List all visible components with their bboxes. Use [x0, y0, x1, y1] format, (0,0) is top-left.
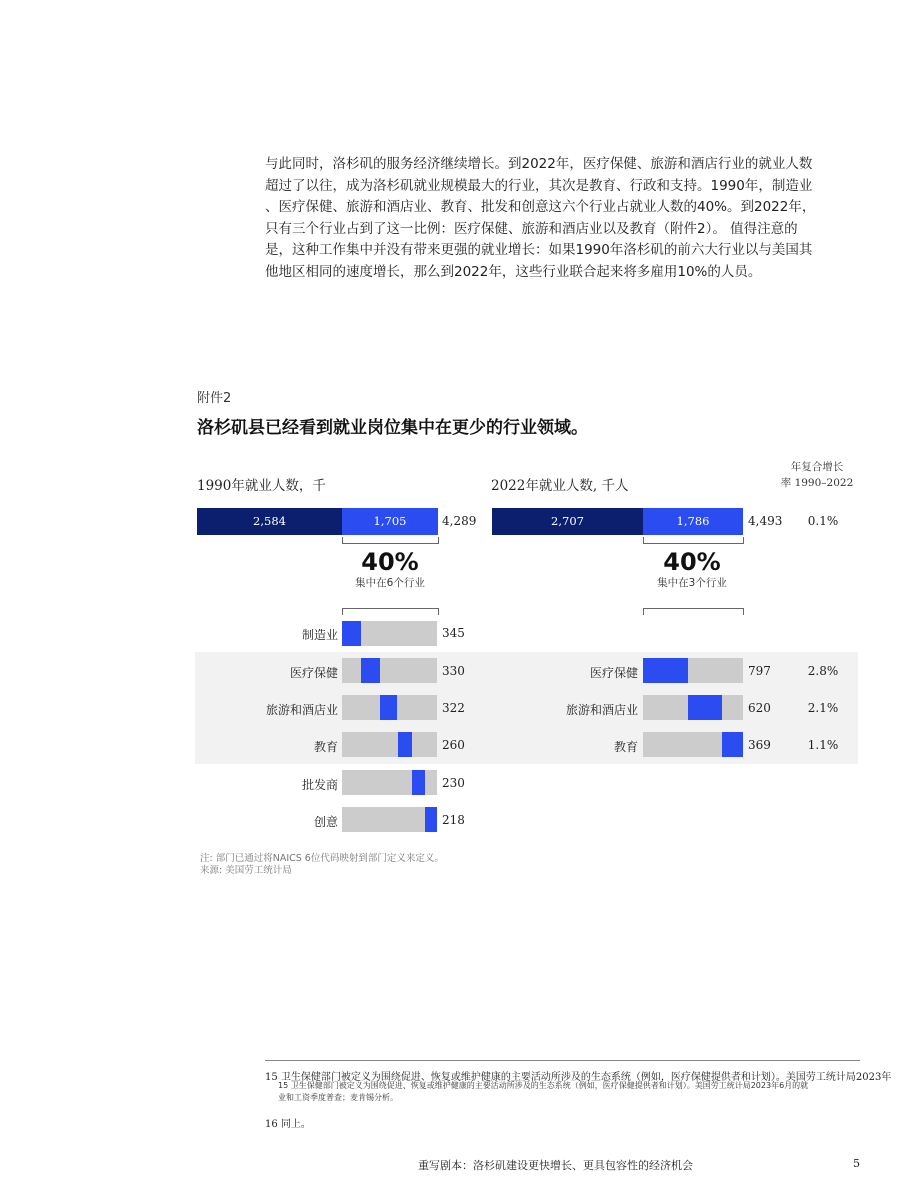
bracket-1990-top: [342, 537, 439, 544]
industry-bar-1990: [342, 807, 437, 832]
row-label-2022: 教育: [613, 740, 638, 754]
chart-2022-title: 2022年就业人数, 千人: [491, 478, 629, 494]
industry-bar-1990-fill: [361, 658, 379, 683]
cagr-total: 0.1%: [807, 514, 839, 528]
footer-title: 重写剧本：洛杉矶建设更快增长、更具包容性的经济机会: [418, 1159, 693, 1172]
cagr-row: 1.1%: [807, 738, 839, 752]
total-bar-1990: [197, 508, 438, 535]
cagr-row: 2.1%: [807, 701, 839, 715]
total-bar-1990-top: 1,705: [342, 508, 438, 535]
total-bar-2022-top: 1,786: [643, 508, 743, 535]
industry-bar-1990-fill: [412, 770, 425, 795]
industry-bar-1990: [342, 658, 437, 683]
bracket-2022-top: [643, 537, 744, 544]
industry-bar-2022-fill: [643, 658, 688, 683]
body-line: 他地区相同的速度增长，那么到2022年，这些行业联合起来将多雇用10%的人员。: [265, 263, 762, 280]
concentration-1990-label: 集中在6个行业: [355, 577, 425, 589]
cagr-header-line2: 率 1990–2022: [780, 477, 854, 489]
body-line: 与此同时，洛杉矶的服务经济继续增长。到2022年，医疗保健、旅游和酒店行业的就业人数: [265, 156, 813, 172]
chart-source: 来源: 美国劳工统计局: [200, 865, 292, 876]
industry-value-2022: 797: [748, 664, 771, 678]
exhibit-label: 附件2: [197, 391, 232, 406]
industry-value-1990: 345: [442, 626, 465, 640]
industry-value-1990: 218: [442, 813, 465, 827]
total-bar-1990-other: 2,584: [197, 508, 342, 535]
industry-bar-1990-fill: [380, 695, 398, 720]
chart-note: 注: 部门已通过将NAICS 6位代码映射到部门定义来定义。: [200, 853, 444, 864]
industry-bar-2022-fill: [688, 695, 723, 720]
industry-bar-1990-fill: [425, 807, 437, 832]
body-line: 只有三个行业占到了这一比例：医疗保健、旅游和酒店业以及教育（附件2）。 值得注意的: [265, 220, 798, 237]
row-label-1990: 教育: [313, 740, 338, 754]
chart-notes: [200, 853, 444, 877]
footnote-15-detail: [278, 1080, 848, 1104]
row-label-2022: 旅游和酒店业: [565, 703, 638, 717]
row-label-1990: 医疗保健: [289, 666, 338, 680]
industry-bar-1990: [342, 621, 437, 646]
chart-1990-title: 1990年就业人数，千: [197, 478, 326, 494]
industry-bar-2022: [643, 695, 743, 720]
body-paragraph: [265, 154, 850, 284]
row-label-1990: 批发商: [301, 778, 338, 792]
industry-value-1990: 260: [442, 738, 465, 752]
total-1990-value: 4,289: [442, 514, 477, 528]
footnote-15: 15 卫生保健部门被定义为围绕促进、恢复或维护健康的主要活动所涉及的生态系统（例如，医疗保健提供者和计划）。美国劳工统计局2023年: [265, 1072, 892, 1083]
cagr-row: 2.8%: [807, 664, 839, 678]
row-label-1990: 创意: [313, 815, 338, 829]
industry-value-1990: 322: [442, 701, 465, 715]
row-label-1990: 制造业: [301, 628, 338, 642]
concentration-2022-value: 40%: [663, 548, 721, 576]
body-line: 超过了以往，成为洛杉矶就业规模最大的行业，其次是教育、行政和支持。1990年，制造业: [265, 177, 813, 194]
concentration-1990-value: 40%: [361, 548, 419, 576]
body-line: 、医疗保健、旅游和酒店业、教育、批发和创意这六个行业占就业人数的40%。到2022年，: [265, 199, 816, 216]
concentration-2022-label: 集中在3个行业: [657, 577, 727, 589]
industry-value-2022: 620: [748, 701, 771, 715]
industry-value-1990: 230: [442, 776, 465, 790]
industry-bar-1990-fill: [398, 732, 413, 757]
total-bar-2022: [492, 508, 743, 535]
industry-bar-2022-fill: [722, 732, 743, 757]
footnote-15-detail-line: 业和工资季度普查；麦肯锡分析。: [278, 1093, 398, 1102]
industry-bar-2022: [643, 732, 743, 757]
footnote-16: 16 同上。: [265, 1119, 311, 1130]
total-bar-2022-other: 2,707: [492, 508, 643, 535]
cagr-header-line1: 年复合增长: [790, 461, 844, 473]
industry-bar-1990: [342, 770, 437, 795]
bracket-2022-bottom: [643, 608, 744, 615]
industry-value-1990: 330: [442, 664, 465, 678]
total-2022-value: 4,493: [748, 514, 783, 528]
footnote-divider: [265, 1060, 860, 1061]
footnote-15-detail-line: 15 卫生保健部门被定义为围绕促进、恢复或维护健康的主要活动所涉及的生态系统（例如，医疗保健提供者和计划）。美国劳工统计局2023年6月的就: [278, 1081, 809, 1090]
bracket-1990-bottom: [342, 608, 439, 615]
row-label-1990: 旅游和酒店业: [265, 703, 338, 717]
exhibit-title: 洛杉矶县已经看到就业岗位集中在更少的行业领域。: [197, 418, 588, 438]
industry-value-2022: 369: [748, 738, 771, 752]
industry-bar-1990: [342, 695, 437, 720]
body-line: 是，这种工作集中并没有带来更强的就业增长：如果1990年洛杉矶的前六大行业以与美国其: [265, 242, 813, 259]
industry-bar-2022: [643, 658, 743, 683]
page-number: 5: [853, 1157, 860, 1170]
cagr-header: [768, 459, 866, 491]
industry-bar-1990: [342, 732, 437, 757]
industry-bar-1990-fill: [342, 621, 361, 646]
row-label-2022: 医疗保健: [589, 666, 638, 680]
